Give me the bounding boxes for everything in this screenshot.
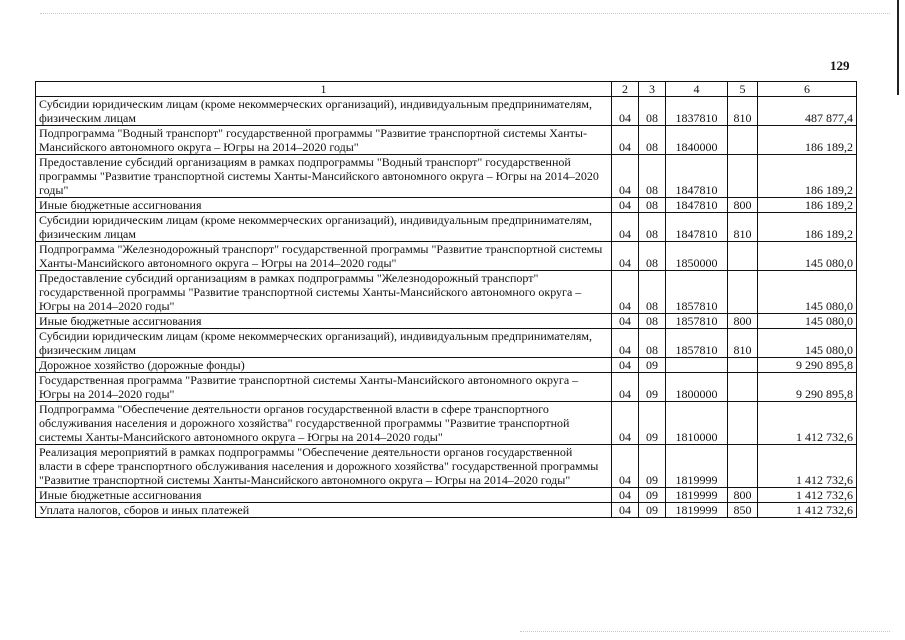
table-row <box>36 358 857 373</box>
row-target-code: 1837810 <box>666 97 728 126</box>
row-amount: 145 080,0 <box>758 329 857 358</box>
row-section: 04 <box>612 358 639 373</box>
row-name: Подпрограмма "Железнодорожный транспорт" государственной программы "Развитие транспортной системы Ханты-Мансийского автономного округа – Югры на 2014–2020 годы" <box>36 242 612 271</box>
row-name: Иные бюджетные ассигнования <box>36 198 612 213</box>
row-expense-type <box>728 271 758 314</box>
column-header: 5 <box>728 82 758 97</box>
row-section: 04 <box>612 402 639 445</box>
scan-edge-mark <box>897 0 899 95</box>
row-section: 04 <box>612 488 639 503</box>
row-section: 04 <box>612 97 639 126</box>
row-target-code: 1857810 <box>666 271 728 314</box>
row-subsection: 09 <box>639 503 666 518</box>
table-row <box>36 155 857 198</box>
row-section: 04 <box>612 242 639 271</box>
row-expense-type: 800 <box>728 314 758 329</box>
row-target-code: 1819999 <box>666 445 728 488</box>
row-name: Иные бюджетные ассигнования <box>36 488 612 503</box>
row-amount: 145 080,0 <box>758 314 857 329</box>
row-target-code: 1850000 <box>666 242 728 271</box>
row-name: Иные бюджетные ассигнования <box>36 314 612 329</box>
row-subsection: 09 <box>639 373 666 402</box>
row-subsection: 08 <box>639 314 666 329</box>
row-subsection: 08 <box>639 155 666 198</box>
row-expense-type <box>728 373 758 402</box>
row-target-code: 1810000 <box>666 402 728 445</box>
row-section: 04 <box>612 271 639 314</box>
row-section: 04 <box>612 503 639 518</box>
table-row <box>36 97 857 126</box>
table-row <box>36 402 857 445</box>
row-subsection: 08 <box>639 271 666 314</box>
row-target-code: 1819999 <box>666 488 728 503</box>
row-subsection: 09 <box>639 445 666 488</box>
row-name: Реализация мероприятий в рамках подпрограммы "Обеспечение деятельности органов государственной власти в сфере транспортного обслуживания населения и дорожного хозяйства" государственной программы "Развитие транспортной системы Ханты-Мансийского автономного округа – Югры на 2014–2020 годы" <box>36 445 612 488</box>
row-amount: 186 189,2 <box>758 213 857 242</box>
row-name: Уплата налогов, сборов и иных платежей <box>36 503 612 518</box>
row-name: Подпрограмма "Водный транспорт" государственной программы "Развитие транспортной системы Ханты-Мансийского автономного округа – Югры на 2014–2020 годы" <box>36 126 612 155</box>
row-target-code: 1857810 <box>666 329 728 358</box>
column-header: 2 <box>612 82 639 97</box>
row-expense-type: 810 <box>728 329 758 358</box>
row-target-code: 1847810 <box>666 155 728 198</box>
row-amount: 1 412 732,6 <box>758 503 857 518</box>
row-amount: 1 412 732,6 <box>758 445 857 488</box>
row-name: Субсидии юридическим лицам (кроме некоммерческих организаций), индивидуальным предпринимателям, физическим лицам <box>36 213 612 242</box>
row-amount: 145 080,0 <box>758 271 857 314</box>
row-amount: 186 189,2 <box>758 155 857 198</box>
row-name: Подпрограмма "Обеспечение деятельности органов государственной власти в сфере транспортного обслуживания населения и дорожного хозяйства" государственной программы "Развитие транспортной системы Ханты-Мансийского автономного округа – Югры на 2014–2020 годы" <box>36 402 612 445</box>
row-subsection: 08 <box>639 126 666 155</box>
row-expense-type: 800 <box>728 488 758 503</box>
row-expense-type <box>728 155 758 198</box>
table-row <box>36 503 857 518</box>
row-section: 04 <box>612 126 639 155</box>
row-amount: 1 412 732,6 <box>758 402 857 445</box>
row-name: Дорожное хозяйство (дорожные фонды) <box>36 358 612 373</box>
table-row <box>36 373 857 402</box>
row-section: 04 <box>612 198 639 213</box>
row-amount: 9 290 895,8 <box>758 373 857 402</box>
row-subsection: 08 <box>639 329 666 358</box>
row-expense-type: 850 <box>728 503 758 518</box>
table-row <box>36 242 857 271</box>
row-expense-type <box>728 126 758 155</box>
table-row <box>36 126 857 155</box>
row-name: Предоставление субсидий организациям в рамках подпрограммы "Водный транспорт" государственной программы "Развитие транспортной системы Ханты-Мансийского автономного округа – Югры на 2014–2020 годы" <box>36 155 612 198</box>
row-expense-type <box>728 445 758 488</box>
table-row <box>36 198 857 213</box>
row-subsection: 08 <box>639 213 666 242</box>
row-target-code: 1819999 <box>666 503 728 518</box>
table-row <box>36 271 857 314</box>
scan-artifact-bottom <box>520 631 890 632</box>
row-expense-type: 810 <box>728 213 758 242</box>
row-section: 04 <box>612 445 639 488</box>
row-expense-type <box>728 242 758 271</box>
table-row <box>36 329 857 358</box>
row-target-code: 1840000 <box>666 126 728 155</box>
row-target-code <box>666 358 728 373</box>
row-section: 04 <box>612 314 639 329</box>
table-header-row <box>36 82 857 97</box>
row-amount: 186 189,2 <box>758 198 857 213</box>
row-expense-type <box>728 402 758 445</box>
column-header: 3 <box>639 82 666 97</box>
row-subsection: 08 <box>639 242 666 271</box>
column-header: 1 <box>36 82 612 97</box>
column-header: 4 <box>666 82 728 97</box>
row-expense-type: 800 <box>728 198 758 213</box>
row-subsection: 09 <box>639 358 666 373</box>
column-header: 6 <box>758 82 857 97</box>
row-target-code: 1857810 <box>666 314 728 329</box>
table-row <box>36 213 857 242</box>
row-name: Предоставление субсидий организациям в рамках подпрограммы "Железнодорожный транспорт" государственной программы "Развитие транспортной системы Ханты-Мансийского автономного округа – Югры на 2014–2020 годы" <box>36 271 612 314</box>
row-amount: 9 290 895,8 <box>758 358 857 373</box>
table-row <box>36 314 857 329</box>
row-target-code: 1800000 <box>666 373 728 402</box>
row-section: 04 <box>612 329 639 358</box>
table-row <box>36 445 857 488</box>
row-name: Субсидии юридическим лицам (кроме некоммерческих организаций), индивидуальным предпринимателям, физическим лицам <box>36 97 612 126</box>
row-amount: 487 877,4 <box>758 97 857 126</box>
scan-artifact-top <box>40 13 890 14</box>
row-expense-type: 810 <box>728 97 758 126</box>
row-name: Государственная программа "Развитие транспортной системы Ханты-Мансийского автономного округа – Югры на 2014–2020 годы" <box>36 373 612 402</box>
row-section: 04 <box>612 373 639 402</box>
row-target-code: 1847810 <box>666 198 728 213</box>
row-subsection: 09 <box>639 488 666 503</box>
row-section: 04 <box>612 155 639 198</box>
row-name: Субсидии юридическим лицам (кроме некоммерческих организаций), индивидуальным предпринимателям, физическим лицам <box>36 329 612 358</box>
table-row <box>36 488 857 503</box>
row-subsection: 08 <box>639 198 666 213</box>
budget-table <box>35 81 857 518</box>
row-subsection: 08 <box>639 97 666 126</box>
row-subsection: 09 <box>639 402 666 445</box>
row-amount: 186 189,2 <box>758 126 857 155</box>
row-expense-type <box>728 358 758 373</box>
row-target-code: 1847810 <box>666 213 728 242</box>
page-number: 129 <box>830 58 850 73</box>
row-amount: 145 080,0 <box>758 242 857 271</box>
row-section: 04 <box>612 213 639 242</box>
row-amount: 1 412 732,6 <box>758 488 857 503</box>
